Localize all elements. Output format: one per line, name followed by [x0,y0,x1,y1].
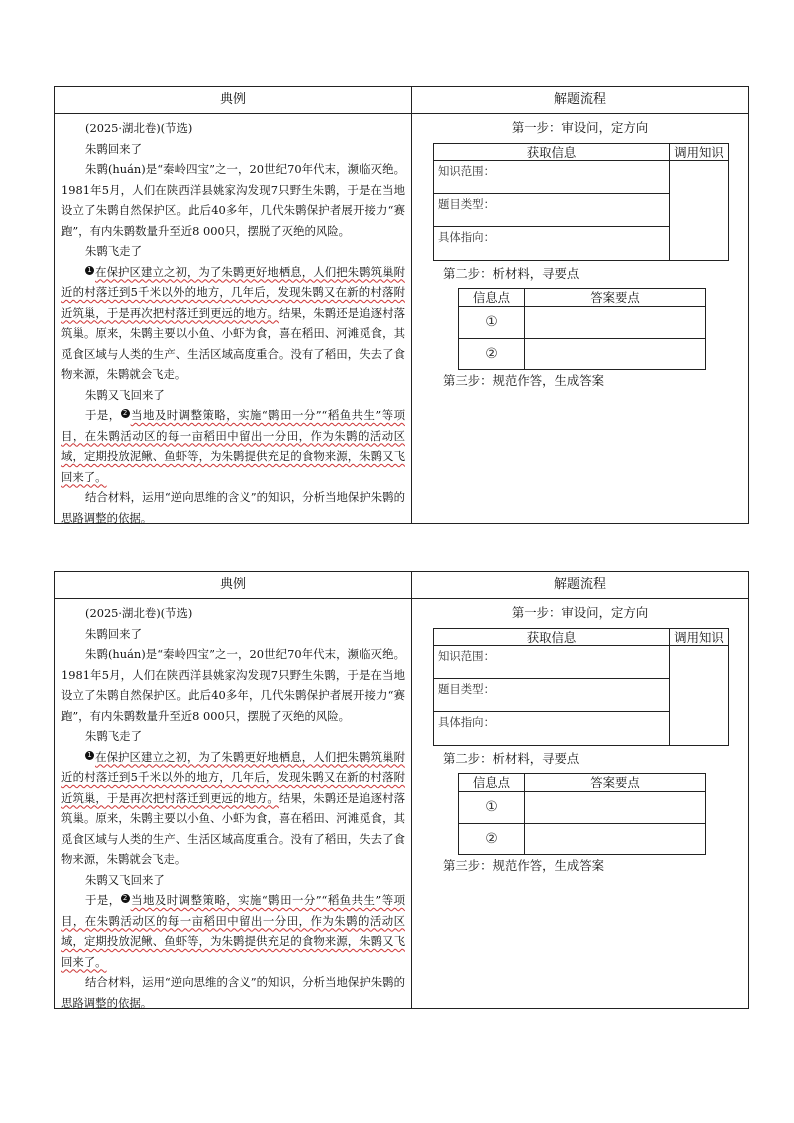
step-three-title: 第三步：规范作答，生成答案 [443,858,605,873]
section-title: 朱鹮又飞回来了 [85,387,165,402]
info-column-header: 获取信息 [434,629,669,646]
source-label: (2025·湖北卷)(节选) [85,121,193,135]
answer-point-header: 答案要点 [590,290,640,305]
step-one-title: 第一步：审设问，定方向 [511,605,649,620]
knowledge-column-header: 调用知识 [670,629,728,646]
paragraph-text: 结果，朱鹮还是追逐村落筑巢。原来，朱鹮主要以小鱼、小虾为食，喜在稻田、河滩觅食，其觅食区域与人类的生产、生活区域高度重合。没有了稻田，失去了食物来源，朱鹮就会飞走。 [61,305,405,381]
question-text: 结合材料，运用“逆向思维的含义”的知识，分析当地保护朱鹮的思路调整的依据。 [61,975,405,1010]
example-block [54,86,749,524]
table-row [459,339,705,369]
info-row: 具体指向： [438,230,495,244]
example-column [55,87,412,523]
underlined-text: 在保护区建立之初，为了朱鹮更好地栖息，人们把朱鹮筑巢附近的村落迁到5千米以外的地方，几年后，发现朱鹮又在新的村落附近筑巢，于是再次把村落迁到更远的地方。 [61,749,405,805]
answer-cell [525,824,705,854]
process-header: 解题流程 [412,572,748,599]
example-text [55,599,411,1013]
material-paragraph [61,405,405,487]
process-column [412,572,748,1008]
answer-table [458,288,706,370]
example-header: 典例 [55,572,411,599]
row-number: ② [459,339,525,369]
underlined-text: 在保护区建立之初，为了朱鹮更好地栖息，人们把朱鹮筑巢附近的村落迁到5千米以外的地方，几年后，发现朱鹮又在新的村落附近筑巢，于是再次把村落迁到更远的地方。 [61,264,405,320]
info-row: 知识范围： [434,646,669,679]
paragraph-text: 于是， [85,408,121,422]
material-paragraph [61,890,405,972]
knowledge-column [670,629,728,745]
answer-cell [525,307,705,338]
section-title: 朱鹮回来了 [85,626,142,641]
question-text: 结合材料，运用“逆向思维的含义”的知识，分析当地保护朱鹮的思路调整的依据。 [61,490,405,525]
marker-badge: 2 [121,894,130,903]
material-paragraph [61,262,405,385]
info-row: 题目类型： [434,194,669,227]
section-title: 朱鹮飞走了 [85,729,142,743]
answer-table-header [459,289,705,307]
material-paragraph: 朱鹮(huán)是“秦岭四宝”之一，20世纪70年代末，濒临灭绝。1981年5月，人们在陕西洋县姚家沟发现7只野生朱鹮，于是在当地设立了朱鹮自然保护区。此后40多年，几代朱鹮保护者展开接力“赛跑”，有内朱鹮数量升至近8 000只，摆脱了灭绝的风险。 [61,647,405,723]
paragraph-text: 结果，朱鹮还是追逐村落筑巢。原来，朱鹮主要以小鱼、小虾为食，喜在稻田、河滩觅食，其觅食区域与人类的生产、生活区域高度重合。没有了稻田，失去了食物来源，朱鹮就会飞走。 [61,790,405,866]
example-column [55,572,412,1008]
row-number: ① [459,792,525,823]
marker-badge: 2 [121,409,130,418]
info-point-header: 信息点 [459,289,525,306]
info-table [433,143,729,261]
answer-cell [525,339,705,369]
knowledge-column [670,144,728,260]
answer-table-header [459,774,705,792]
step-two-title: 第二步：析材料，寻要点 [443,751,580,766]
example-text [55,114,411,528]
process-header: 解题流程 [412,87,748,114]
info-table [433,628,729,746]
material-paragraph [61,747,405,870]
answer-cell [525,792,705,823]
info-point-header: 信息点 [459,774,525,791]
row-number: ② [459,824,525,854]
material-paragraph: 朱鹮(huán)是“秦岭四宝”之一，20世纪70年代末，濒临灭绝。1981年5月，人们在陕西洋县姚家沟发现7只野生朱鹮，于是在当地设立了朱鹮自然保护区。此后40多年，几代朱鹮保护者展开接力“赛跑”，有内朱鹮数量升至近8 000只，摆脱了灭绝的风险。 [61,162,405,238]
section-title: 朱鹮又飞回来了 [85,872,165,887]
underlined-text: 当地及时调整策略，实施“鹮田一分”“稻鱼共生”等项目，在朱鹮活动区的每一亩稻田中留出一分田，作为朱鹮的活动区域，定期投放泥鳅、鱼虾等，为朱鹮提供充足的食物来源，朱鹮又飞回来了。 [61,408,405,484]
paragraph-text: 于是， [85,893,121,907]
step-two-title: 第二步：析材料，寻要点 [443,266,580,281]
info-column [434,629,670,745]
marker-badge: 1 [85,751,94,760]
answer-table [458,773,706,855]
info-row: 题目类型： [434,679,669,712]
underlined-text: 当地及时调整策略，实施“鹮田一分”“稻鱼共生”等项目，在朱鹮活动区的每一亩稻田中留出一分田，作为朱鹮的活动区域，定期投放泥鳅、鱼虾等，为朱鹮提供充足的食物来源，朱鹮又飞回来了。 [61,893,405,969]
answer-point-header: 答案要点 [590,775,640,790]
process-column [412,87,748,523]
row-number: ① [459,307,525,338]
table-row [459,824,705,854]
knowledge-column-header: 调用知识 [670,144,728,161]
info-column-header: 获取信息 [434,144,669,161]
info-column [434,144,670,260]
step-one-title: 第一步：审设问，定方向 [511,120,649,135]
section-title: 朱鹮回来了 [85,141,142,156]
example-block [54,571,749,1009]
info-row: 知识范围： [434,161,669,194]
marker-badge: 1 [85,266,94,275]
step-three-title: 第三步：规范作答，生成答案 [443,373,605,388]
info-row: 具体指向： [438,715,495,729]
table-row [459,792,705,824]
section-title: 朱鹮飞走了 [85,244,142,258]
example-header: 典例 [55,87,411,114]
source-label: (2025·湖北卷)(节选) [85,606,193,620]
table-row [459,307,705,339]
